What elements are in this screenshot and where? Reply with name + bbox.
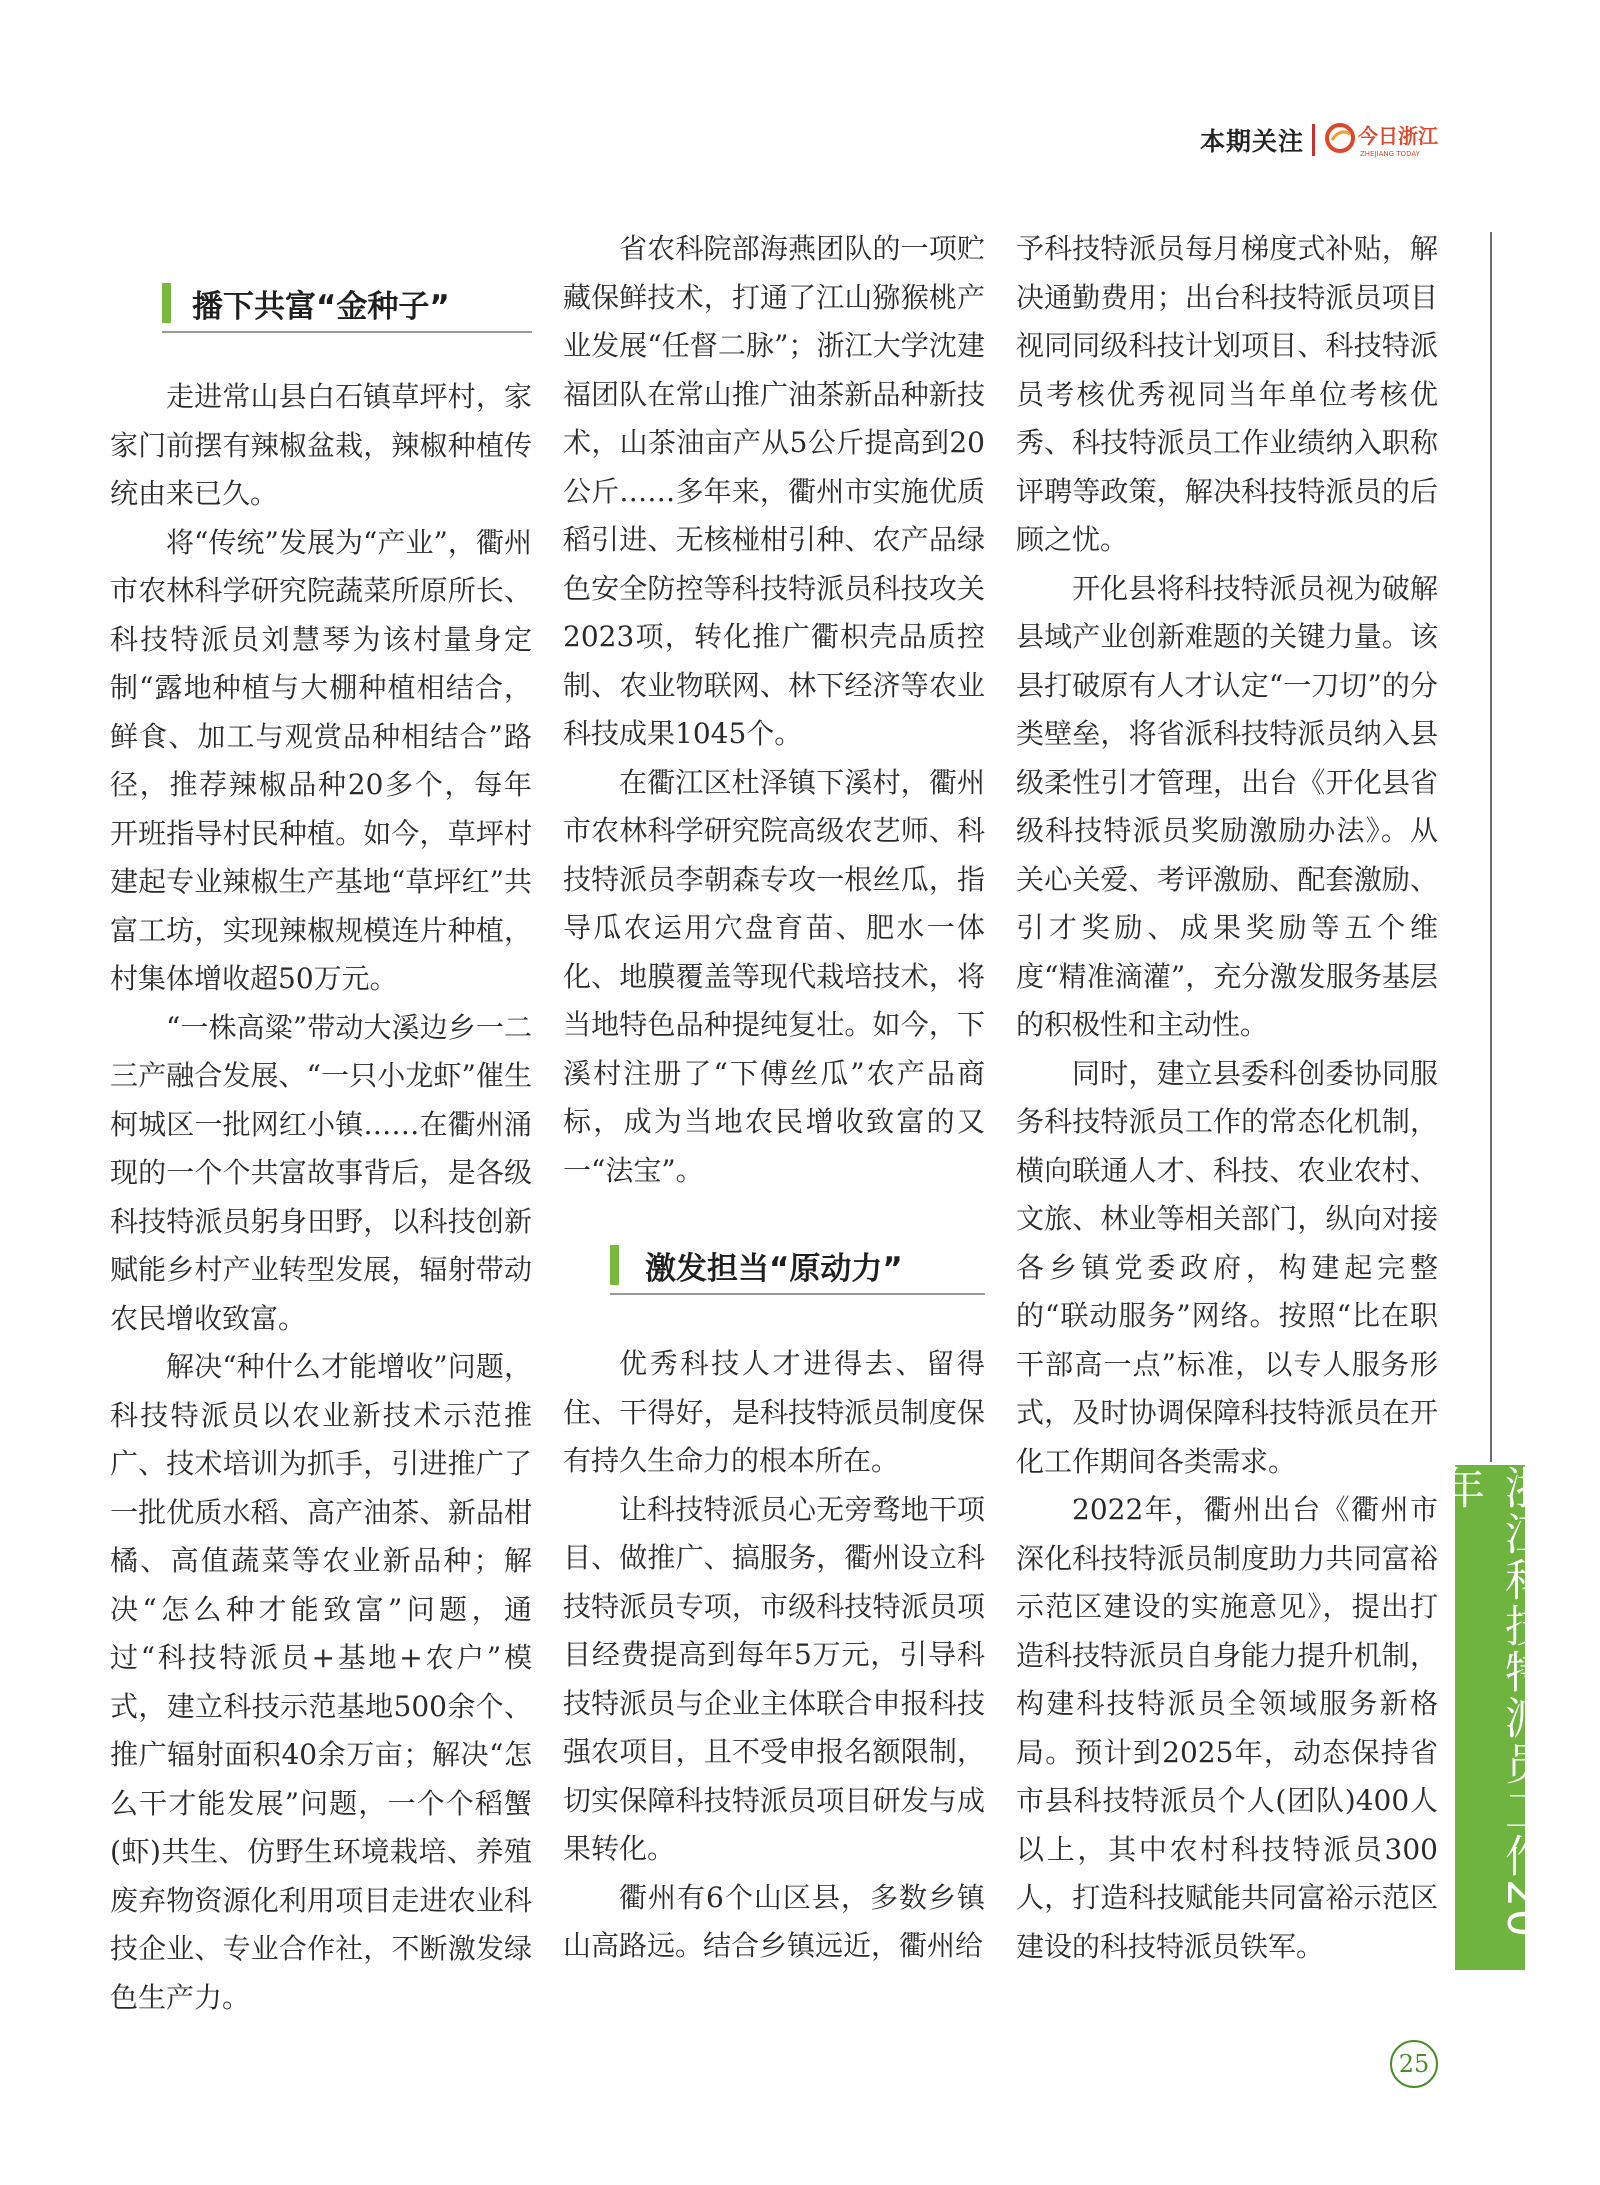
- paragraph: 同时，建立县委科创委协同服务科技特派员工作的常态化机制，横向联通人才、科技、农业农村、文旅、林业等相关部门，纵向对接各乡镇党委政府，构建起完整的“联动服务”网络。按照“比在职干部高一点”标准，以专人服务形式，及时协调保障科技特派员在开化工作期间各类需求。: [1016, 1056, 1438, 1478]
- paragraph: 开化县将科技特派员视为破解县域产业创新难题的关键力量。该县打破原有人才认定“一刀切”的分类壁垒，将省派科技特派员纳入县级柔性引才管理，出台《开化县省级科技特派员奖励激励办法》。从关心关爱、考评激励、配套激励、引才奖励、成果奖励等五个维度“精准滴灌”，充分激发服务基层的积极性和主动性。: [1016, 571, 1438, 1041]
- column-2-bottom: [563, 1340, 985, 1971]
- heading-text: 激发担当“原动力”: [645, 1251, 903, 1287]
- paragraph: 走进常山县白石镇草坪村，家家门前摆有辣椒盆栽，辣椒种植传统由来已久。: [110, 380, 532, 510]
- heading-bar: [610, 1245, 619, 1285]
- paragraph: 优秀科技人才进得去、留得住、干得好，是科技特派员制度保有持久生命力的根本所在。: [563, 1347, 985, 1477]
- column-2-top: [563, 225, 985, 1195]
- paragraph: 予科技特派员每月梯度式补贴，解决通勤费用；出台科技特派员项目视同同级科技计划项目、科技特派员考核优秀视同当年单位考核优秀、科技特派员工作业绩纳入职称评聘等政策，解决科技特派员的后顾之忧。: [1016, 232, 1438, 556]
- paragraph: 衢州有6个山区县，多数乡镇山高路远。结合乡镇远近，衢州给: [563, 1880, 985, 1962]
- logo-swirl-icon: [1327, 125, 1353, 151]
- column-1: [110, 373, 532, 2022]
- paragraph: “一株高粱”带动大溪边乡一二三产融合发展、“一只小龙虾”催生柯城区一批网红小镇……在衢州涌现的一个个共富故事背后，是各级科技特派员躬身田野，以科技创新赋能乡村产业转型发展，辐射带动农民增收致富。: [110, 1010, 532, 1335]
- paragraph: 在衢江区杜泽镇下溪村，衢州市农林科学研究院高级农艺师、科技特派员李朝森专攻一根丝瓜，指导瓜农运用穴盘育苗、肥水一体化、地膜覆盖等现代栽培技术，将当地特色品种提纯复壮。如今，下溪村注册了“下傅丝瓜”农产品商标，成为当地农民增收致富的又一“法宝”。: [563, 765, 985, 1187]
- magazine-logo: [1324, 118, 1484, 162]
- series-sidebar: [1433, 1465, 1548, 1970]
- paragraph: 将“传统”发展为“产业”，衢州市农林科学研究院蔬菜所原所长、科技特派员刘慧琴为该村量身定制“露地种植与大棚种植相结合，鲜食、加工与观赏品种相结合”路径，推荐辣椒品种20多个，每年开班指导村民种植。如今，草坪村建起专业辣椒生产基地“草坪红”共富工坊，实现辣椒规模连片种植，村集体增收超50万元。: [110, 525, 532, 995]
- page-number: 25: [1390, 2040, 1438, 2088]
- logo-subtext: ZHEJIANG TODAY: [1360, 150, 1420, 158]
- sidebar-text: 浙江科技特派员工作20年: [1433, 1465, 1548, 1939]
- header-divider: [1312, 124, 1315, 156]
- heading-rule: [162, 331, 532, 333]
- paragraph: 省农科院部海燕团队的一项贮藏保鲜技术，打通了江山猕猴桃产业发展“任督二脉”；浙江大学沈建福团队在常山推广油茶新品种新技术，山茶油亩产从5公斤提高到20公斤……多年来，衢州市实施优质稻引进、无核椪柑引种、农产品绿色安全防控等科技特派员科技攻关2023项，转化推广衢枳壳品质控制、农业物联网、林下经济等农业科技成果1045个。: [563, 232, 985, 750]
- section-heading-2: [563, 1239, 985, 1295]
- logo-text: 今日浙江: [1358, 124, 1438, 148]
- heading-bar: [162, 283, 171, 323]
- paragraph: 解决“种什么才能增收”问题，科技特派员以农业新技术示范推广、技术培训为抓手，引进推广了一批优质水稻、高产油茶、新品柑橘、高值蔬菜等农业新品种；解决“怎么种才能致富”问题，通过“科技特派员+基地+农户”模式，建立科技示范基地500余个、推广辐射面积40余万亩；解决“怎么干才能发展”问题，一个个稻蟹(虾)共生、仿野生环境栽培、养殖废弃物资源化利用项目走进农业科技企业、专业合作社，不断激发绿色生产力。: [110, 1350, 532, 2014]
- section-heading-1: [110, 277, 532, 333]
- heading-text: 播下共富“金种子”: [192, 289, 450, 325]
- vertical-rule: [1490, 232, 1492, 1462]
- heading-rule: [610, 1293, 985, 1295]
- paragraph: 让科技特派员心无旁骛地干项目、做推广、搞服务，衢州设立科技特派员专项，市级科技特派员项目经费提高到每年5万元，引导科技特派员与企业主体联合申报科技强农项目，且不受申报名额限制，切实保障科技特派员项目研发与成果转化。: [563, 1492, 985, 1865]
- paragraph: 2022年，衢州出台《衢州市深化科技特派员制度助力共同富裕示范区建设的实施意见》，提出打造科技特派员自身能力提升机制，构建科技特派员全领域服务新格局。预计到2025年，动态保持省市县科技特派员个人(团队)400人以上，其中农村科技特派员300人，打造科技赋能共同富裕示范区建设的科技特派员铁军。: [1016, 1493, 1438, 1963]
- page-header: [1200, 118, 1480, 164]
- section-label: 本期关注: [1200, 127, 1305, 156]
- column-3: [1016, 225, 1438, 1971]
